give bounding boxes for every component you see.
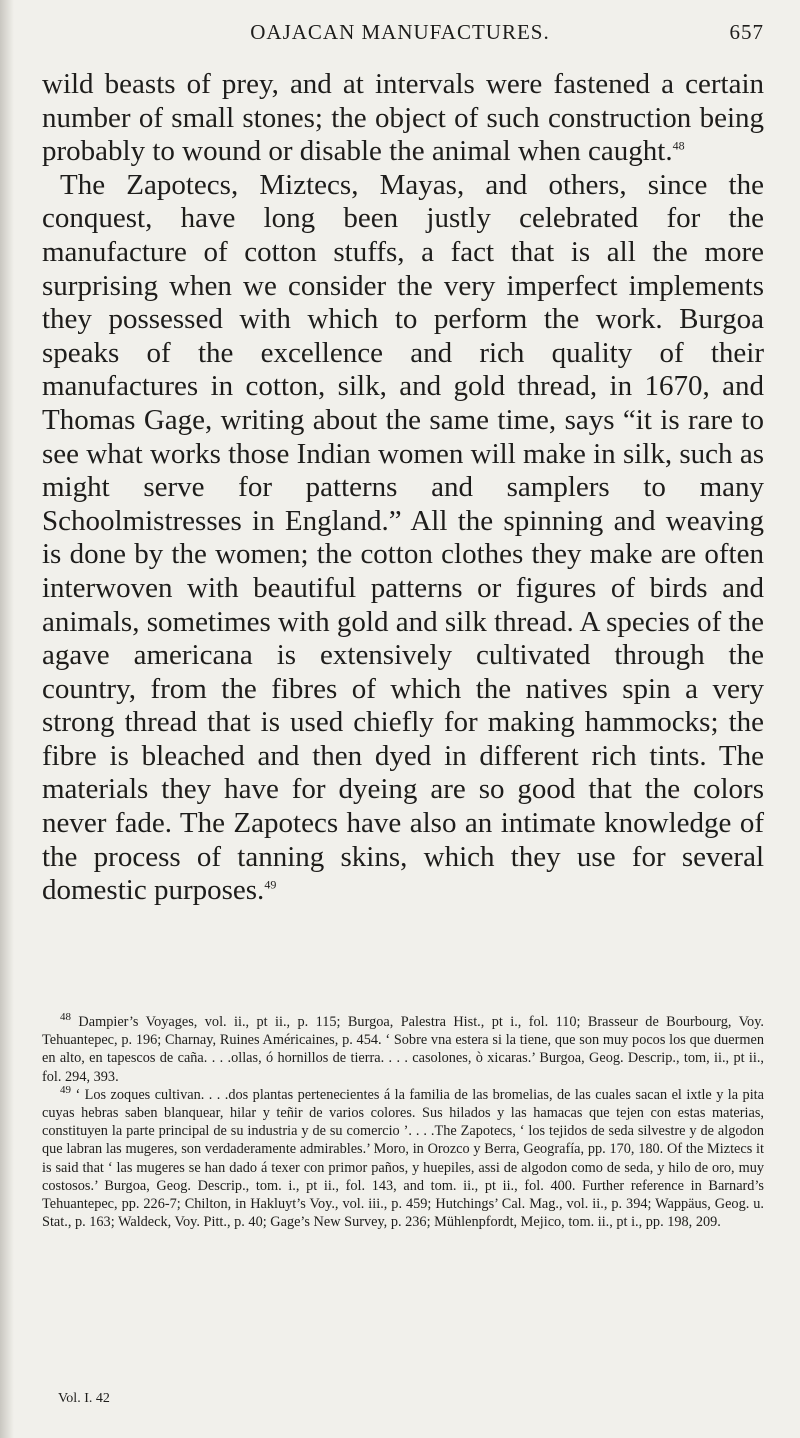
footnote-number: 48 (60, 1011, 71, 1024)
footnote-ref-49: 49 (264, 877, 277, 892)
footnote-49 (42, 1086, 764, 1232)
page-number: 657 (729, 20, 764, 44)
footnote-number: 49 (60, 1084, 71, 1097)
paragraph-1-text: wild beasts of prey, and at intervals were fastened a certain number of small stones; the object of such construction being probably to wound or disable the animal when caught. (42, 68, 764, 168)
paragraph-2 (42, 169, 764, 908)
signature-mark: Vol. I. 42 (58, 1391, 110, 1406)
footnote-48 (42, 1013, 764, 1086)
footnote-ref-48: 48 (672, 138, 685, 153)
paragraph-2-text: The Zapotecs, Miztecs, Mayas, and others, since the conquest, have long been justly celebrated for the manufacture of cotton stuffs, a fact that is all the more surprising when we consider the very imperfect implements they possessed with which to perform the work. Burgoa speaks of the excellence and rich quality of their manufactures in cotton, silk, and gold thread, in 1670, and Thomas Gage, writing about the same time, says “it is rare to see what works those Indian women will make in silk, such as might serve for patterns and samplers to many Schoolmistresses in England.” All the spinning and weaving is done by the women; the cotton clothes they make are often interwoven with beautiful patterns or figures of birds and animals, sometimes with gold and silk thread. A species of the agave americana is extensively cultivated through the country, from the fibres of which the natives spin a very strong thread that is used chiefly for making hammocks; the fibre is bleached and then dyed in different rich tints. The materials they have for dyeing are so good that the colors never fade. The Zapotecs have also an intimate knowledge of the process of tanning skins, which they use for several domestic purposes. (42, 168, 764, 907)
binding-shadow (0, 0, 14, 1438)
running-title: OAJACAN MANUFACTURES. (250, 20, 550, 44)
footnotes (42, 1013, 764, 1231)
running-head (0, 18, 800, 48)
body-text (42, 68, 764, 908)
footnote-text: Dampier’s Voyages, vol. ii., pt ii., p. 115; Burgoa, Palestra Hist., pt i., fol. 110; Brasseur de Bourbourg, Voy. Tehuantepec, p. 196; Charnay, Ruines Américaines, p. 454. ‘ Sobre vna estera si la tiene, que son muy pocos los que duermen en alto, en tapescos de caña. . . .ollas, ó hornillos de tierra. . . . casolones, ò xicaras.’ Burgoa, Geog. Descrip., tom, ii., pt ii., fol. 294, 393. (42, 1014, 765, 1085)
paragraph-1 (42, 68, 764, 169)
footnote-text: ‘ Los zoques cultivan. . . .dos plantas pertenecientes á la familia de las bromelias, de las cuales sacan el ixtle y la pita cuyas hebras saben blanquear, hilar y teñir de varios colores. Sus hilados y las hamacas que tejen con estas materias, constituyen la parte principal de su industria y de su comercio ’. . . .The Zapotecs, ‘ los tejidos de seda silvestre y de algodon que labran las mugeres, son verdaderamente admirables.’ Moro, in Orozco y Berra, Geografía, pp. 170, 180. Of the Miztecs it is said that ‘ las mugeres se han dado á texer con primor paños, y huepiles, assi de algodon como de seda, y hilo de oro, muy costosos.’ Burgoa, Geog. Descrip., tom. i., pt ii., fol. 143, and tom. ii., pt ii., fol. 400. Further reference in Barnard’s Tehuantepec, pp. 226-7; Chilton, in Hakluyt’s Voy., vol. iii., p. 459; Hutchings’ Cal. Mag., vol. ii., p. 394; Wappäus, Geog. u. Stat., p. 163; Waldeck, Voy. Pitt., p. 40; Gage’s New Survey, p. 236; Mühlenpfordt, Mejico, tom. ii., pt i., pp. 198, 209. (42, 1086, 764, 1231)
